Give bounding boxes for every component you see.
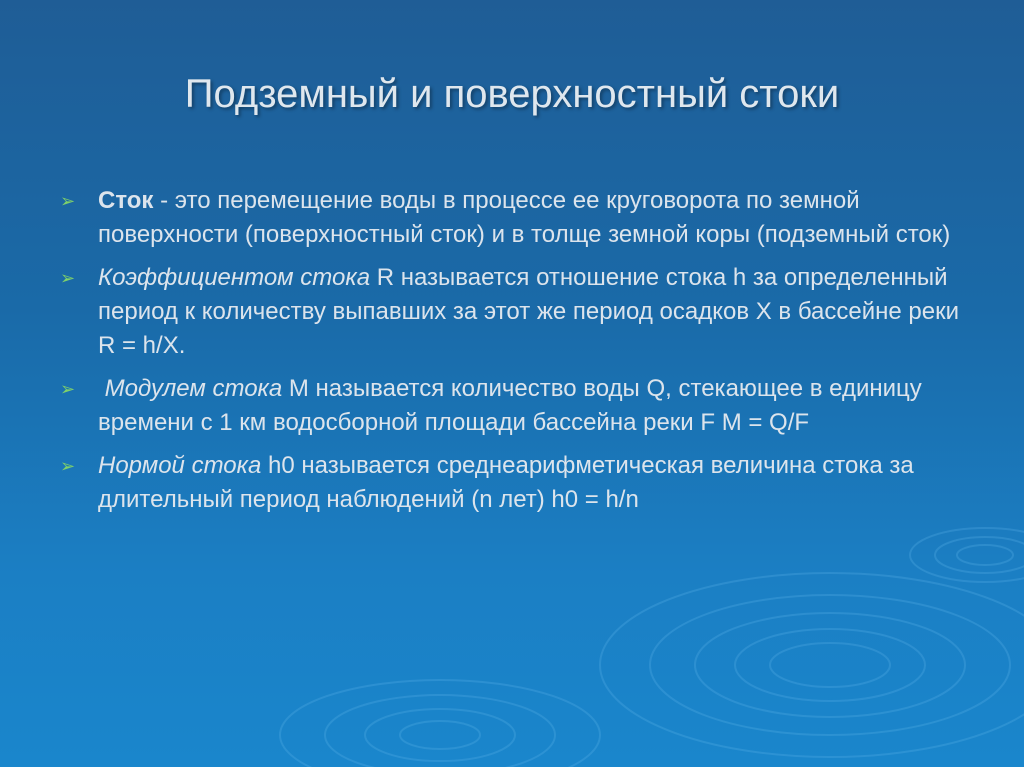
slide-title: Подземный и поверхностный стоки <box>184 72 840 116</box>
item-text: M называется количество воды Q, стекающее в единицу времени с 1 км водосборной площади бассейна реки F M = Q/F <box>98 375 922 436</box>
list-item <box>58 372 978 440</box>
term-label: Коэффициентом стока <box>98 264 371 291</box>
arrow-right-bullet-icon: ➢ <box>60 191 76 211</box>
term-label: Модулем стока <box>98 375 283 402</box>
item-text: h0 называется среднеарифметическая величина стока за длительный период наблюдений (n лет) h0 = h/n <box>98 452 914 513</box>
term-label: Сток <box>98 187 154 214</box>
arrow-right-bullet-icon: ➢ <box>60 456 76 476</box>
item-text: R называется отношение стока h за определенный период к количеству выпавших за этот же период осадков X в бассейне реки R = h/X. <box>98 264 960 359</box>
term-label: Нормой стока <box>98 452 262 479</box>
list-item <box>58 261 978 363</box>
list-item <box>58 184 978 252</box>
item-text: - это перемещение воды в процессе ее круговорота по земной поверхности (поверхностный сток) и в толще земной коры (подземный сток) <box>98 187 951 248</box>
bullet-list <box>58 184 978 526</box>
arrow-right-bullet-icon: ➢ <box>60 379 76 399</box>
list-item <box>58 449 978 517</box>
arrow-right-bullet-icon: ➢ <box>60 268 76 288</box>
